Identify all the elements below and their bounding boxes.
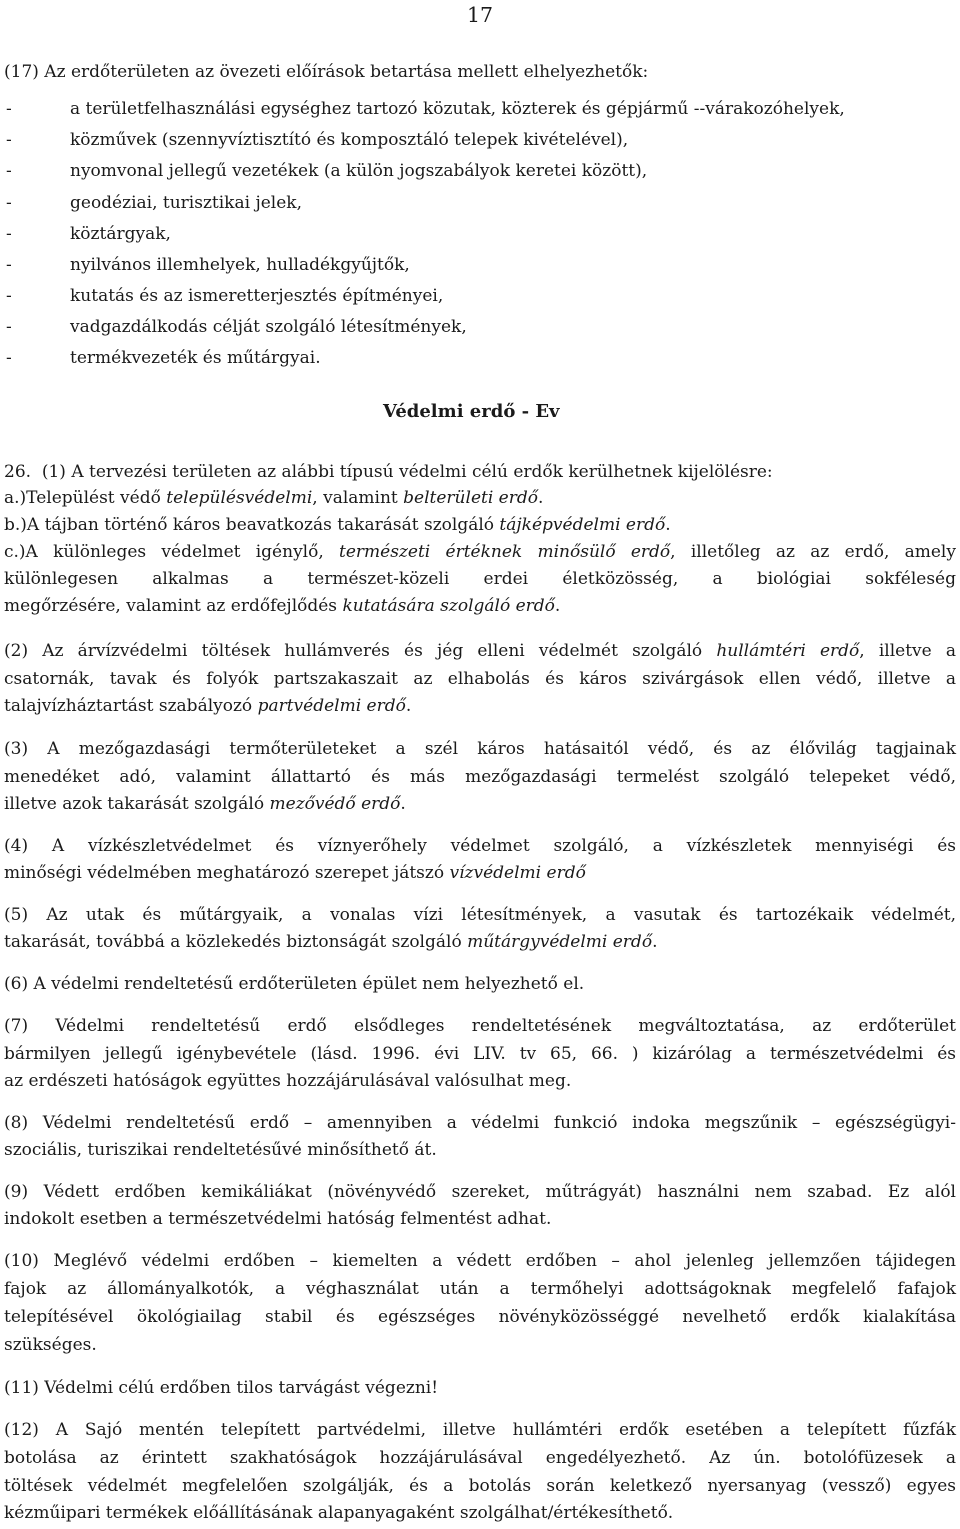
text-line (4, 486, 543, 510)
text-line (4, 1042, 956, 1066)
bullet-text: kutatás és az ismeretterjesztés építményei, (70, 286, 444, 306)
text-line (4, 1418, 956, 1442)
bullet-dash: - (6, 161, 12, 181)
text-line (4, 639, 956, 663)
text-line (4, 460, 773, 484)
text-line (4, 972, 584, 996)
bullet-text: köztárgyak, (70, 224, 171, 244)
text-run: telepítésével ökológiailag stabil és egészséges növényközösséggé nevelhető erdők kialakítása (4, 1307, 956, 1327)
text-run: 26. (1) A tervezési területen az alábbi típusú védelmi célú erdők kerülhetnek kijelölésre: (4, 462, 773, 482)
text-run: (3) A mezőgazdasági termőterületeket a szél káros hatásaitól védő, és az élővilág tagjainak (4, 739, 956, 759)
text-run: b.)A tájban történő káros beavatkozás takarását szolgáló (4, 515, 500, 535)
text-run: menedéket adó, valamint állattartó és más mezőgazdasági termelést szolgáló telepeket védő, (4, 767, 956, 787)
text-run: minőségi védelmében meghatározó szerepet játszó (4, 863, 450, 883)
bullet-dash: - (6, 317, 12, 337)
text-run: c.)A különleges védelmet igénylő, (4, 542, 340, 562)
bullet-text: vadgazdálkodás célját szolgáló létesítmények, (70, 317, 467, 337)
italic-term: tájképvédelmi erdő (499, 515, 666, 535)
text-line (4, 540, 956, 564)
text-run: , valamint (312, 488, 404, 508)
text-run: . (537, 488, 544, 508)
text-run: (8) Védelmi rendeltetésű erdő – amennyiben a védelmi funkció indoka megszűnik – egészségügyi- (4, 1113, 956, 1133)
text-line (4, 1305, 956, 1329)
text-run: (9) Védett erdőben kemikáliákat (növényvédő szereket, műtrágyát) használni nem szabad. Ez alól (4, 1182, 956, 1202)
text-run: csatornák, tavak és folyók partszakaszait az elhabolás és káros szivárgások ellen védő, illetve a (4, 669, 956, 689)
text-run: . (400, 794, 406, 814)
text-line (4, 834, 956, 858)
bullet-text: geodéziai, turisztikai jelek, (70, 193, 302, 213)
text-run: (11) Védelmi célú erdőben tilos tarvágást végezni! (4, 1378, 439, 1398)
bullet-dash: - (6, 224, 12, 244)
bullet-text: termékvezeték és műtárgyai. (70, 348, 321, 368)
text-run: a.)Települést védő (4, 488, 167, 508)
text-line (4, 765, 956, 789)
italic-term: kutatására szolgáló erdő (342, 596, 555, 616)
bullet-text: nyomvonal jellegű vezetékek (a külön jogszabályok keretei között), (70, 161, 648, 181)
text-run: . (665, 515, 671, 535)
text-line (4, 1333, 97, 1357)
text-run: (5) Az utak és műtárgyaik, a vonalas vízi létesítmények, a vasutak és tartozékaik védelmét, (4, 905, 956, 925)
text-line (4, 567, 956, 591)
text-run: fajok az állományalkotók, a véghasználat után a termőhelyi adottságoknak megfelelő fafajok (4, 1279, 956, 1299)
text-run: kézműipari termékek előállításának alapanyagaként szolgálhat/értékesíthető. (4, 1503, 674, 1523)
text-run: megőrzésére, valamint az erdőfejlődés (4, 596, 343, 616)
bullet-dash: - (6, 255, 12, 275)
text-run: (6) A védelmi rendeltetésű erdőterületen épület nem helyezhető el. (4, 974, 585, 994)
text-line (4, 1501, 673, 1525)
text-run: indokolt esetben a természetvédelmi hatóság felmentést adhat. (4, 1209, 552, 1229)
text-run: , illetőleg az az erdő, amely (670, 542, 956, 562)
text-run: talajvízháztartást szabályozó (4, 696, 258, 716)
text-line (4, 1376, 438, 1400)
text-line (4, 1277, 956, 1301)
text-run: (12) A Sajó mentén telepített partvédelmi, illetve hullámtéri erdők esetében a telepített fűzfák (4, 1420, 956, 1440)
section-heading: Védelmi erdő - Ev (383, 401, 560, 422)
text-line (4, 1446, 956, 1470)
intro-paragraph: (17) Az erdőterületen az övezeti előírások betartása mellett elhelyezhetők: (4, 62, 649, 82)
text-run: , illetve a (859, 641, 956, 661)
bullet-dash: - (6, 193, 12, 213)
text-line (4, 1138, 437, 1162)
text-run: (4) A vízkészletvédelmet és víznyerőhely védelmet szolgáló, a vízkészletek mennyiségi és (4, 836, 956, 856)
text-line (4, 1180, 956, 1204)
text-run: töltések védelmét megfelelően szolgálják, és a botolás során keletkező nyersanyag (vessző) egyes (4, 1476, 956, 1496)
italic-term: partvédelmi erdő (257, 696, 406, 716)
bullet-dash: - (6, 348, 12, 368)
text-line (4, 1111, 956, 1135)
italic-term: településvédelmi (166, 488, 313, 508)
text-line (4, 737, 956, 761)
bullet-text: közművek (szennyvíztisztító és komposztáló telepek kivételével), (70, 130, 629, 150)
text-line (4, 694, 411, 718)
text-run: (7) Védelmi rendeltetésű erdő elsődleges rendeltetésének megváltoztatása, az erdőterület (4, 1016, 956, 1036)
text-run: . (554, 596, 561, 616)
text-line (4, 513, 671, 537)
italic-term: mezővédő erdő (269, 794, 401, 814)
text-line (4, 792, 406, 816)
italic-term: hullámtéri erdő (716, 641, 860, 661)
italic-term: vízvédelmi erdő (449, 863, 586, 883)
text-run: takarását, továbbá a közlekedés biztonságát szolgáló (4, 932, 468, 952)
text-run: . (652, 932, 658, 952)
text-run: botolása az érintett szakhatóságok hozzájárulásával engedélyezhető. Az ún. botolófüzesek a (4, 1448, 956, 1468)
text-run: különlegesen alkalmas a természet-közeli erdei életközösség, a biológiai sokféleség (4, 569, 956, 589)
bullet-dash: - (6, 99, 12, 119)
bullet-dash: - (6, 286, 12, 306)
italic-term: természeti értéknek minősülő erdő (339, 542, 671, 562)
text-run: szükséges. (4, 1335, 97, 1355)
text-line (4, 594, 560, 618)
bullet-dash: - (6, 130, 12, 150)
text-run: szociális, turiszikai rendeltetésűvé minősíthető át. (4, 1140, 437, 1160)
text-run: (10) Meglévő védelmi erdőben – kiemelten a védett erdőben – ahol jelenleg jellemzően tájidegen (4, 1251, 956, 1271)
text-line (4, 1014, 956, 1038)
text-run: bármilyen jellegű igénybevétele (lásd. 1996. évi LIV. tv 65, 66. ) kizárólag a természetvédelmi és (4, 1044, 956, 1064)
page-number: 17 (466, 3, 494, 27)
text-line (4, 1069, 571, 1093)
italic-term: műtárgyvédelmi erdő (467, 932, 653, 952)
text-run: . (405, 696, 412, 716)
text-line (4, 930, 657, 954)
text-run: illetve azok takarását szolgáló (4, 794, 270, 814)
bullet-text: a területfelhasználási egységhez tartozó közutak, közterek és gépjármű --várakozóhelyek, (70, 99, 845, 119)
text-line (4, 903, 956, 927)
text-run: az erdészeti hatóságok együttes hozzájárulásával valósulhat meg. (4, 1071, 572, 1091)
text-line (4, 861, 586, 885)
text-line (4, 1207, 551, 1231)
italic-term: belterületi erdő (403, 488, 538, 508)
text-line (4, 1474, 956, 1498)
text-line (4, 667, 956, 691)
text-run: (2) Az árvízvédelmi töltések hullámverés és jég elleni védelmét szolgáló (4, 641, 717, 661)
text-line (4, 1249, 956, 1273)
bullet-text: nyilvános illemhelyek, hulladékgyűjtők, (70, 255, 410, 275)
